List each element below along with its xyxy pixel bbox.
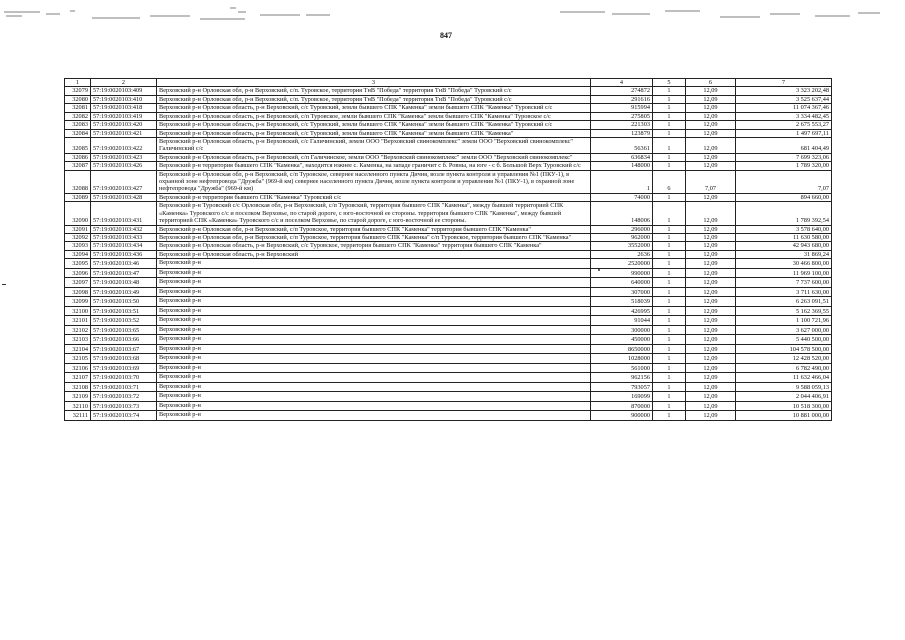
count-cell: 1 <box>653 268 686 278</box>
rate-cell: 12,09 <box>686 193 736 201</box>
location-description-cell: Верховский р-н <box>157 373 591 383</box>
area-cell: 962156 <box>591 373 653 383</box>
location-description-cell: Верховский р-н Орловская обл, р-н Верховский, с/п Туровское, территория бывшего СПК "Каменка" территория бывшего СПК "Каменка" <box>157 225 591 233</box>
cadastral-value-cell: 11 630 580,00 <box>736 234 832 242</box>
table-row <box>65 344 832 354</box>
location-description-cell: Верховский р-н <box>157 354 591 364</box>
cadastral-value-cell: 104 578 500,00 <box>736 344 832 354</box>
location-description-cell: Верховский р-н Орловская обл, р-н Верховский, с/п Туровское, севернее населенного пункта Дичня, возле пункта контроля и управления №1 (ПКУ-1), в охранной зоне нефтепровода "Дружба" (969-й км) севернее населенного пункта Дичня, возле пункта контроля и управления №1 (ПКУ-1), в охранной зоне нефтепровода "Дружба" (969-й км) <box>157 170 591 193</box>
area-cell: 962000 <box>591 234 653 242</box>
cadastral-number-cell: 57:19:0020103:409 <box>91 87 157 95</box>
rate-cell: 12,09 <box>686 242 736 250</box>
row-number-cell: 32108 <box>65 382 91 392</box>
row-number-cell: 32097 <box>65 278 91 288</box>
cadastral-number-cell: 57:19:0020103:67 <box>91 344 157 354</box>
row-number-cell: 32105 <box>65 354 91 364</box>
table-header-row <box>65 79 832 87</box>
table-row <box>65 325 832 335</box>
table-row <box>65 193 832 201</box>
count-cell: 1 <box>653 193 686 201</box>
area-cell: 1 <box>591 170 653 193</box>
rate-cell: 12,09 <box>686 137 736 153</box>
count-cell: 1 <box>653 202 686 225</box>
table-row <box>65 162 832 170</box>
margin-mark <box>2 284 6 285</box>
rate-cell: 12,09 <box>686 104 736 112</box>
row-number-cell: 32092 <box>65 234 91 242</box>
row-number-cell: 32098 <box>65 287 91 297</box>
cadastral-number-cell: 57:19:0020103:418 <box>91 104 157 112</box>
row-number-cell: 32085 <box>65 137 91 153</box>
cadastral-value-cell: 30 466 800,00 <box>736 259 832 269</box>
cadastral-value-cell: 681 404,49 <box>736 137 832 153</box>
count-cell: 1 <box>653 259 686 269</box>
count-cell: 1 <box>653 129 686 137</box>
row-number-cell: 32094 <box>65 250 91 258</box>
register-table <box>64 78 832 421</box>
row-number-cell: 32081 <box>65 104 91 112</box>
location-description-cell: Верховский р-н <box>157 325 591 335</box>
cadastral-value-cell: 3 627 000,00 <box>736 325 832 335</box>
rate-cell: 12,09 <box>686 225 736 233</box>
count-cell: 1 <box>653 95 686 103</box>
area-cell: 148000 <box>591 162 653 170</box>
area-cell: 636834 <box>591 153 653 161</box>
table-row <box>65 363 832 373</box>
area-cell: 640000 <box>591 278 653 288</box>
location-description-cell: Верховский р-н Орловская область, р-н Верховский, с/с Туровский, земли бывшего СПК "Каменка" земли бывшего СПК "Каменка" <box>157 129 591 137</box>
rate-cell: 12,09 <box>686 392 736 402</box>
location-description-cell: Верховский р-н <box>157 344 591 354</box>
location-description-cell: Верховский р-н Орловская область, р-н Верховский, с/с Галичинский, земли ООО "Верховский свинокомплекс" земли ООО "Верховский свинокомплекс" Галичинский с/с <box>157 137 591 153</box>
count-cell: 1 <box>653 306 686 316</box>
table-row <box>65 242 832 250</box>
cadastral-value-cell: 10 518 300,00 <box>736 401 832 411</box>
cadastral-value-cell: 11 969 100,00 <box>736 268 832 278</box>
row-number-cell: 32111 <box>65 411 91 421</box>
rate-cell: 12,09 <box>686 325 736 335</box>
cadastral-number-cell: 57:19:0020103:420 <box>91 121 157 129</box>
location-description-cell: Верховский р-н Туровский с/с Орловская обл, р-н Верховский, с/п Туровский, территория бывшего СПК "Каменка", между бывшей территорией СПК «Каменка» Туровского с/с и поселком Верховье, по старой дороге, с юго-восточной ее стороны. территория бывшего СПК "Каменка", между бывшей территорией СПК «Каменка» Туровского с/с и поселком Верховье, по старой дороге, с юго-восточной ее стороны. <box>157 202 591 225</box>
table-row <box>65 354 832 364</box>
location-description-cell: Верховский р-н Орловская область, р-н Верховский, с/п Галичинское, земли ООО "Верховский свинокомплекс" земли ООО "Верховский свинокомплекс" <box>157 153 591 161</box>
cadastral-number-cell: 57:19:0020103:48 <box>91 278 157 288</box>
location-description-cell: Верховский р-н территория бывшего СПК "Каменка" Туровский с/с <box>157 193 591 201</box>
table-row <box>65 87 832 95</box>
rate-cell: 12,09 <box>686 297 736 307</box>
row-number-cell: 32086 <box>65 153 91 161</box>
cadastral-number-cell: 57:19:0020103:65 <box>91 325 157 335</box>
cadastral-value-cell: 10 881 000,00 <box>736 411 832 421</box>
rate-cell: 12,09 <box>686 344 736 354</box>
row-number-cell: 32101 <box>65 316 91 326</box>
cadastral-value-cell: 5 162 369,55 <box>736 306 832 316</box>
area-cell: 990000 <box>591 268 653 278</box>
row-number-cell: 32100 <box>65 306 91 316</box>
area-cell: 915994 <box>591 104 653 112</box>
row-number-cell: 32093 <box>65 242 91 250</box>
cadastral-value-cell: 42 943 680,00 <box>736 242 832 250</box>
table-row <box>65 392 832 402</box>
cadastral-value-cell: 9 588 059,13 <box>736 382 832 392</box>
cadastral-number-cell: 57:19:0020103:427 <box>91 170 157 193</box>
location-description-cell: Верховский р-н <box>157 287 591 297</box>
area-cell: 426995 <box>591 306 653 316</box>
row-number-cell: 32082 <box>65 112 91 120</box>
cadastral-value-cell: 3 525 637,44 <box>736 95 832 103</box>
cadastral-number-cell: 57:19:0020103:68 <box>91 354 157 364</box>
cadastral-value-cell: 3 323 202,48 <box>736 87 832 95</box>
count-cell: 1 <box>653 287 686 297</box>
cadastral-value-cell: 894 660,00 <box>736 193 832 201</box>
table-row <box>65 250 832 258</box>
cadastral-number-cell: 57:19:0020103:73 <box>91 401 157 411</box>
area-cell: 169099 <box>591 392 653 402</box>
area-cell: 275805 <box>591 112 653 120</box>
count-cell: 1 <box>653 392 686 402</box>
col-header: 7 <box>736 79 832 87</box>
count-cell: 1 <box>653 401 686 411</box>
cadastral-value-cell: 6 263 091,51 <box>736 297 832 307</box>
row-number-cell: 32084 <box>65 129 91 137</box>
cadastral-value-cell: 2 675 553,27 <box>736 121 832 129</box>
rate-cell: 12,09 <box>686 373 736 383</box>
row-number-cell: 32080 <box>65 95 91 103</box>
rate-cell: 12,09 <box>686 411 736 421</box>
cadastral-value-cell: 6 782 490,00 <box>736 363 832 373</box>
rate-cell: 12,09 <box>686 129 736 137</box>
cadastral-number-cell: 57:19:0020103:423 <box>91 153 157 161</box>
count-cell: 1 <box>653 242 686 250</box>
cadastral-value-cell: 2 044 406,91 <box>736 392 832 402</box>
count-cell: 1 <box>653 250 686 258</box>
cadastral-value-cell: 1 100 721,96 <box>736 316 832 326</box>
count-cell: 1 <box>653 121 686 129</box>
area-cell: 91044 <box>591 316 653 326</box>
cadastral-number-cell: 57:19:0020103:422 <box>91 137 157 153</box>
location-description-cell: Верховский р-н Орловская область, р-н Верховский, с/с Туровский, земли бывшего СПК "Каменка" земли бывшего СПК "Каменка" Туровский с/с <box>157 104 591 112</box>
area-cell: 3552000 <box>591 242 653 250</box>
cadastral-value-cell: 3 334 482,45 <box>736 112 832 120</box>
area-cell: 793057 <box>591 382 653 392</box>
cadastral-value-cell: 1 497 697,11 <box>736 129 832 137</box>
cadastral-number-cell: 57:19:0020103:436 <box>91 250 157 258</box>
area-cell: 221303 <box>591 121 653 129</box>
col-header: 2 <box>91 79 157 87</box>
cadastral-value-cell: 11 074 367,46 <box>736 104 832 112</box>
cadastral-number-cell: 57:19:0020103:432 <box>91 225 157 233</box>
row-number-cell: 32083 <box>65 121 91 129</box>
count-cell: 1 <box>653 162 686 170</box>
rate-cell: 12,09 <box>686 162 736 170</box>
location-description-cell: Верховский р-н <box>157 401 591 411</box>
cadastral-number-cell: 57:19:0020103:52 <box>91 316 157 326</box>
table-row <box>65 121 832 129</box>
cadastral-number-cell: 57:19:0020103:433 <box>91 234 157 242</box>
cadastral-value-cell: 7 699 323,06 <box>736 153 832 161</box>
cadastral-number-cell: 57:19:0020103:66 <box>91 335 157 345</box>
table-row <box>65 170 832 193</box>
row-number-cell: 32096 <box>65 268 91 278</box>
row-number-cell: 32090 <box>65 202 91 225</box>
table-row <box>65 287 832 297</box>
rate-cell: 12,09 <box>686 202 736 225</box>
area-cell: 300000 <box>591 325 653 335</box>
cadastral-number-cell: 57:19:0020103:434 <box>91 242 157 250</box>
rate-cell: 12,09 <box>686 268 736 278</box>
cadastral-number-cell: 57:19:0020103:426 <box>91 162 157 170</box>
area-cell: 291616 <box>591 95 653 103</box>
location-description-cell: Верховский р-н Орловская обл, р-н Верховский, с/п. Туровское, территория ТнВ "Победа" территория ТнВ "Победа" Туровский с/с <box>157 87 591 95</box>
location-description-cell: Верховский р-н <box>157 259 591 269</box>
cadastral-value-cell: 11 632 466,04 <box>736 373 832 383</box>
rate-cell: 12,09 <box>686 306 736 316</box>
table-row <box>65 411 832 421</box>
row-number-cell: 32095 <box>65 259 91 269</box>
cadastral-number-cell: 57:19:0020103:69 <box>91 363 157 373</box>
rate-cell: 12,09 <box>686 95 736 103</box>
area-cell: 307000 <box>591 287 653 297</box>
location-description-cell: Верховский р-н Орловская обл, р-н Верховский, с/п Туровское, территория бывшего СПК "Каменка" с/п Туровское, территория бывшего СПК "Каменка" <box>157 234 591 242</box>
area-cell: 56361 <box>591 137 653 153</box>
location-description-cell: Верховский р-н <box>157 316 591 326</box>
count-cell: 1 <box>653 112 686 120</box>
cadastral-number-cell: 57:19:0020103:410 <box>91 95 157 103</box>
location-description-cell: Верховский р-н <box>157 363 591 373</box>
area-cell: 870000 <box>591 401 653 411</box>
col-header: 6 <box>686 79 736 87</box>
table-row <box>65 278 832 288</box>
area-cell: 900000 <box>591 411 653 421</box>
cadastral-number-cell: 57:19:0020103:71 <box>91 382 157 392</box>
count-cell: 1 <box>653 363 686 373</box>
cadastral-value-cell: 5 440 500,00 <box>736 335 832 345</box>
table-row <box>65 306 832 316</box>
cadastral-number-cell: 57:19:0020103:50 <box>91 297 157 307</box>
area-cell: 450000 <box>591 335 653 345</box>
count-cell: 1 <box>653 382 686 392</box>
register-table-wrap <box>64 78 831 421</box>
row-number-cell: 32103 <box>65 335 91 345</box>
count-cell: 1 <box>653 225 686 233</box>
cadastral-number-cell: 57:19:0020103:51 <box>91 306 157 316</box>
rate-cell: 12,09 <box>686 87 736 95</box>
table-row <box>65 373 832 383</box>
location-description-cell: Верховский р-н Орловская область, р-н Верховский, с/с Туровское, территория бывшего СПК "Каменка" территория бывшего СПК "Каменка" <box>157 242 591 250</box>
rate-cell: 7,07 <box>686 170 736 193</box>
area-cell: 2520000 <box>591 259 653 269</box>
table-row <box>65 297 832 307</box>
area-cell: 2636 <box>591 250 653 258</box>
rate-cell: 12,09 <box>686 278 736 288</box>
rate-cell: 12,09 <box>686 234 736 242</box>
col-header: 5 <box>653 79 686 87</box>
location-description-cell: Верховский р-н <box>157 297 591 307</box>
rate-cell: 12,09 <box>686 153 736 161</box>
count-cell: 6 <box>653 170 686 193</box>
location-description-cell: Верховский р-н <box>157 411 591 421</box>
table-row <box>65 401 832 411</box>
location-description-cell: Верховский р-н <box>157 268 591 278</box>
location-description-cell: Верховский р-н <box>157 382 591 392</box>
location-description-cell: Верховский р-н территория бывшего СПК "Каменка", находится южнее с. Каменка, на западе граничит с б. Ровны, на юге - с б. Большой Верх Туровский с/с <box>157 162 591 170</box>
table-row <box>65 95 832 103</box>
cadastral-number-cell: 57:19:0020103:70 <box>91 373 157 383</box>
rate-cell: 12,09 <box>686 401 736 411</box>
row-number-cell: 32102 <box>65 325 91 335</box>
count-cell: 1 <box>653 137 686 153</box>
cadastral-number-cell: 57:19:0020103:74 <box>91 411 157 421</box>
rate-cell: 12,09 <box>686 121 736 129</box>
location-description-cell: Верховский р-н Орловская область, р-н Верховский <box>157 250 591 258</box>
page-number: 847 <box>440 31 452 40</box>
rate-cell: 12,09 <box>686 250 736 258</box>
cadastral-value-cell: 31 869,24 <box>736 250 832 258</box>
table-row <box>65 234 832 242</box>
count-cell: 1 <box>653 335 686 345</box>
location-description-cell: Верховский р-н <box>157 392 591 402</box>
count-cell: 1 <box>653 373 686 383</box>
area-cell: 296000 <box>591 225 653 233</box>
location-description-cell: Верховский р-н <box>157 335 591 345</box>
table-row <box>65 104 832 112</box>
col-header: 3 <box>157 79 591 87</box>
area-cell: 8650000 <box>591 344 653 354</box>
cadastral-number-cell: 57:19:0020103:428 <box>91 193 157 201</box>
cadastral-value-cell: 1 789 320,00 <box>736 162 832 170</box>
count-cell: 1 <box>653 325 686 335</box>
rate-cell: 12,09 <box>686 259 736 269</box>
table-row <box>65 112 832 120</box>
location-description-cell: Верховский р-н Орловская область, р-н Верховский, с/п Туровское, земли бывшего СПК "Каменка" земли бывшего СПК "Каменка" Туровское с/с <box>157 112 591 120</box>
row-number-cell: 32091 <box>65 225 91 233</box>
table-row <box>65 316 832 326</box>
row-number-cell: 32110 <box>65 401 91 411</box>
cadastral-number-cell: 57:19:0020103:47 <box>91 268 157 278</box>
area-cell: 1028000 <box>591 354 653 364</box>
table-row <box>65 335 832 345</box>
cadastral-number-cell: 57:19:0020103:72 <box>91 392 157 402</box>
row-number-cell: 32099 <box>65 297 91 307</box>
cadastral-number-cell: 57:19:0020103:431 <box>91 202 157 225</box>
location-description-cell: Верховский р-н Орловская область, р-н Верховский, с/с Туровский, земли бывшего СПК "Каменка" земли бывшего СПК "Каменка" Туровский с/с <box>157 121 591 129</box>
row-number-cell: 32088 <box>65 170 91 193</box>
area-cell: 274872 <box>591 87 653 95</box>
table-row <box>65 129 832 137</box>
count-cell: 1 <box>653 344 686 354</box>
cadastral-number-cell: 57:19:0020103:421 <box>91 129 157 137</box>
count-cell: 1 <box>653 153 686 161</box>
row-number-cell: 32104 <box>65 344 91 354</box>
rate-cell: 12,09 <box>686 335 736 345</box>
row-number-cell: 32089 <box>65 193 91 201</box>
table-row <box>65 259 832 269</box>
cadastral-value-cell: 7 737 600,00 <box>736 278 832 288</box>
row-number-cell: 32087 <box>65 162 91 170</box>
rate-cell: 12,09 <box>686 382 736 392</box>
count-cell: 1 <box>653 234 686 242</box>
cadastral-value-cell: 3 578 640,00 <box>736 225 832 233</box>
row-number-cell: 32107 <box>65 373 91 383</box>
cadastral-number-cell: 57:19:0020103:49 <box>91 287 157 297</box>
count-cell: 1 <box>653 104 686 112</box>
rate-cell: 12,09 <box>686 363 736 373</box>
row-number-cell: 32106 <box>65 363 91 373</box>
count-cell: 1 <box>653 316 686 326</box>
table-row <box>65 268 832 278</box>
area-cell: 74000 <box>591 193 653 201</box>
area-cell: 148006 <box>591 202 653 225</box>
count-cell: 1 <box>653 411 686 421</box>
table-row <box>65 225 832 233</box>
rate-cell: 12,09 <box>686 112 736 120</box>
count-cell: 1 <box>653 278 686 288</box>
rate-cell: 12,09 <box>686 354 736 364</box>
table-row <box>65 382 832 392</box>
cadastral-value-cell: 12 428 520,00 <box>736 354 832 364</box>
cadastral-value-cell: 7,07 <box>736 170 832 193</box>
cadastral-value-cell: 1 789 392,54 <box>736 202 832 225</box>
cadastral-number-cell: 57:19:0020103:46 <box>91 259 157 269</box>
rate-cell: 12,09 <box>686 316 736 326</box>
col-header: 4 <box>591 79 653 87</box>
cadastral-number-cell: 57:19:0020103:419 <box>91 112 157 120</box>
count-cell: 1 <box>653 354 686 364</box>
col-header: 1 <box>65 79 91 87</box>
table-row <box>65 153 832 161</box>
table-row <box>65 202 832 225</box>
location-description-cell: Верховский р-н <box>157 278 591 288</box>
count-cell: 1 <box>653 87 686 95</box>
row-number-cell: 32109 <box>65 392 91 402</box>
scan-header-artifacts <box>0 0 905 28</box>
cadastral-value-cell: 3 711 630,00 <box>736 287 832 297</box>
count-cell: 1 <box>653 297 686 307</box>
area-cell: 561000 <box>591 363 653 373</box>
area-cell: 123879 <box>591 129 653 137</box>
table-row <box>65 137 832 153</box>
location-description-cell: Верховский р-н Орловская обл, р-н Верховский, с/п. Туровское, территория ТнВ "Победа" территория ТнВ "Победа" Туровский с/с <box>157 95 591 103</box>
area-cell: 518039 <box>591 297 653 307</box>
row-number-cell: 32079 <box>65 87 91 95</box>
location-description-cell: Верховский р-н <box>157 306 591 316</box>
rate-cell: 12,09 <box>686 287 736 297</box>
